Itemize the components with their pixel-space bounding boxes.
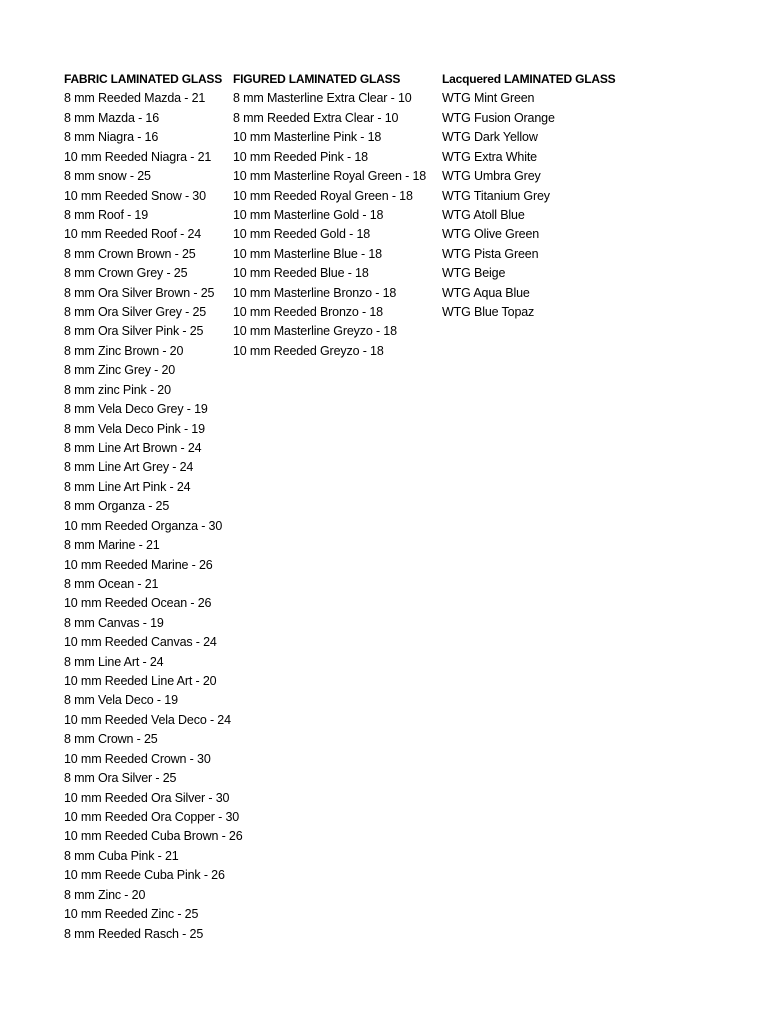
list-item: 8 mm Vela Deco Grey - 19 xyxy=(64,402,208,417)
lacquered-laminated-glass-column xyxy=(442,70,642,322)
list-item: 10 mm Masterline Pink - 18 xyxy=(233,130,382,145)
list-item: 10 mm Masterline Bronzo - 18 xyxy=(233,285,397,300)
list-item: 8 mm Reeded Mazda - 21 xyxy=(64,91,206,106)
list-item: WTG Fusion Orange xyxy=(442,110,555,125)
list-item: 8 mm Ora Silver Pink - 25 xyxy=(64,324,204,339)
list-item: 10 mm Reeded Roof - 24 xyxy=(64,227,202,242)
list-item: 8 mm Cuba Pink - 21 xyxy=(64,848,179,863)
list-item: 8 mm Roof - 19 xyxy=(64,207,149,222)
list-item: 8 mm Ora Silver Grey - 25 xyxy=(64,305,207,320)
list-item: 8 mm Marine - 21 xyxy=(64,538,160,553)
fabric-laminated-glass-column xyxy=(64,70,243,944)
list-item: 10 mm Reeded Ocean - 26 xyxy=(64,596,212,611)
list-item: 8 mm Mazda - 16 xyxy=(64,110,160,125)
list-item: 8 mm Canvas - 19 xyxy=(64,615,164,630)
list-item: WTG Extra White xyxy=(442,149,537,164)
list-item: 8 mm Crown - 25 xyxy=(64,732,158,747)
list-item: 8 mm Ocean - 21 xyxy=(64,576,159,591)
list-item: 8 mm Line Art Brown - 24 xyxy=(64,440,202,455)
list-item: WTG Aqua Blue xyxy=(442,285,530,300)
list-item: 10 mm Reeded Vela Deco - 24 xyxy=(64,712,231,727)
list-item: 8 mm Vela Deco - 19 xyxy=(64,693,178,708)
list-item: 8 mm Zinc - 20 xyxy=(64,887,146,902)
figured-items-list xyxy=(233,89,441,361)
figured-laminated-glass-column xyxy=(233,70,441,361)
list-item: 8 mm Organza - 25 xyxy=(64,499,170,514)
list-item: 10 mm Masterline Greyzo - 18 xyxy=(233,324,397,339)
lacquered-column-header: Lacquered LAMINATED GLASS xyxy=(442,72,616,86)
list-item: WTG Mint Green xyxy=(442,91,535,106)
list-item: WTG Beige xyxy=(442,266,506,281)
list-item: 8 mm Vela Deco Pink - 19 xyxy=(64,421,205,436)
list-item: 10 mm Reeded Organza - 30 xyxy=(64,518,223,533)
list-item: 8 mm Zinc Grey - 20 xyxy=(64,363,176,378)
list-item: 8 mm Line Art Pink - 24 xyxy=(64,479,191,494)
list-item: 10 mm Reeded Cuba Brown - 26 xyxy=(64,829,243,844)
list-item: 10 mm Reeded Zinc - 25 xyxy=(64,907,199,922)
figured-column-header: FIGURED LAMINATED GLASS xyxy=(233,72,401,86)
list-item: 8 mm Crown Grey - 25 xyxy=(64,266,188,281)
list-item: 10 mm Masterline Royal Green - 18 xyxy=(233,169,427,184)
list-item: 10 mm Reeded Marine - 26 xyxy=(64,557,213,572)
list-item: 10 mm Reeded Niagra - 21 xyxy=(64,149,212,164)
list-item: 10 mm Reeded Canvas - 24 xyxy=(64,635,217,650)
list-item: 10 mm Reeded Royal Green - 18 xyxy=(233,188,413,203)
list-item: WTG Umbra Grey xyxy=(442,169,541,184)
list-item: 8 mm Ora Silver - 25 xyxy=(64,771,177,786)
list-item: 10 mm Reede Cuba Pink - 26 xyxy=(64,868,225,883)
list-item: 8 mm Niagra - 16 xyxy=(64,130,159,145)
list-item: 8 mm Reeded Extra Clear - 10 xyxy=(233,110,399,125)
list-item: 8 mm Masterline Extra Clear - 10 xyxy=(233,91,412,106)
list-item: WTG Titanium Grey xyxy=(442,188,550,203)
list-item: 10 mm Masterline Blue - 18 xyxy=(233,246,382,261)
list-item: 8 mm Reeded Rasch - 25 xyxy=(64,926,204,941)
list-item: 10 mm Reeded Ora Copper - 30 xyxy=(64,810,240,824)
list-item: 8 mm Line Art Grey - 24 xyxy=(64,460,194,475)
list-item: 8 mm snow - 25 xyxy=(64,169,151,184)
list-item: WTG Blue Topaz xyxy=(442,305,535,320)
list-item: 8 mm Crown Brown - 25 xyxy=(64,246,196,261)
list-item: 10 mm Reeded Line Art - 20 xyxy=(64,674,217,689)
fabric-column-header: FABRIC LAMINATED GLASS xyxy=(64,72,223,86)
list-item: 10 mm Reeded Gold - 18 xyxy=(233,227,371,242)
list-item: 10 mm Reeded Crown - 30 xyxy=(64,751,211,766)
fabric-items-list xyxy=(64,89,243,944)
list-item: 10 mm Reeded Snow - 30 xyxy=(64,188,206,203)
list-item: WTG Olive Green xyxy=(442,227,540,242)
list-item: WTG Atoll Blue xyxy=(442,207,525,222)
list-item: WTG Dark Yellow xyxy=(442,130,538,145)
list-item: 10 mm Masterline Gold - 18 xyxy=(233,207,384,222)
list-item: 8 mm Line Art - 24 xyxy=(64,654,164,669)
list-item: 10 mm Reeded Pink - 18 xyxy=(233,149,368,164)
list-item: 10 mm Reeded Ora Silver - 30 xyxy=(64,790,230,805)
list-item: 8 mm zinc Pink - 20 xyxy=(64,382,171,397)
list-item: 10 mm Reeded Bronzo - 18 xyxy=(233,305,383,320)
list-item: 10 mm Reeded Greyzo - 18 xyxy=(233,343,384,358)
lacquered-items-list xyxy=(442,89,642,322)
list-item: 8 mm Ora Silver Brown - 25 xyxy=(64,285,215,300)
list-item: 8 mm Zinc Brown - 20 xyxy=(64,343,184,358)
list-item: 10 mm Reeded Blue - 18 xyxy=(233,266,369,281)
list-item: WTG Pista Green xyxy=(442,246,539,261)
